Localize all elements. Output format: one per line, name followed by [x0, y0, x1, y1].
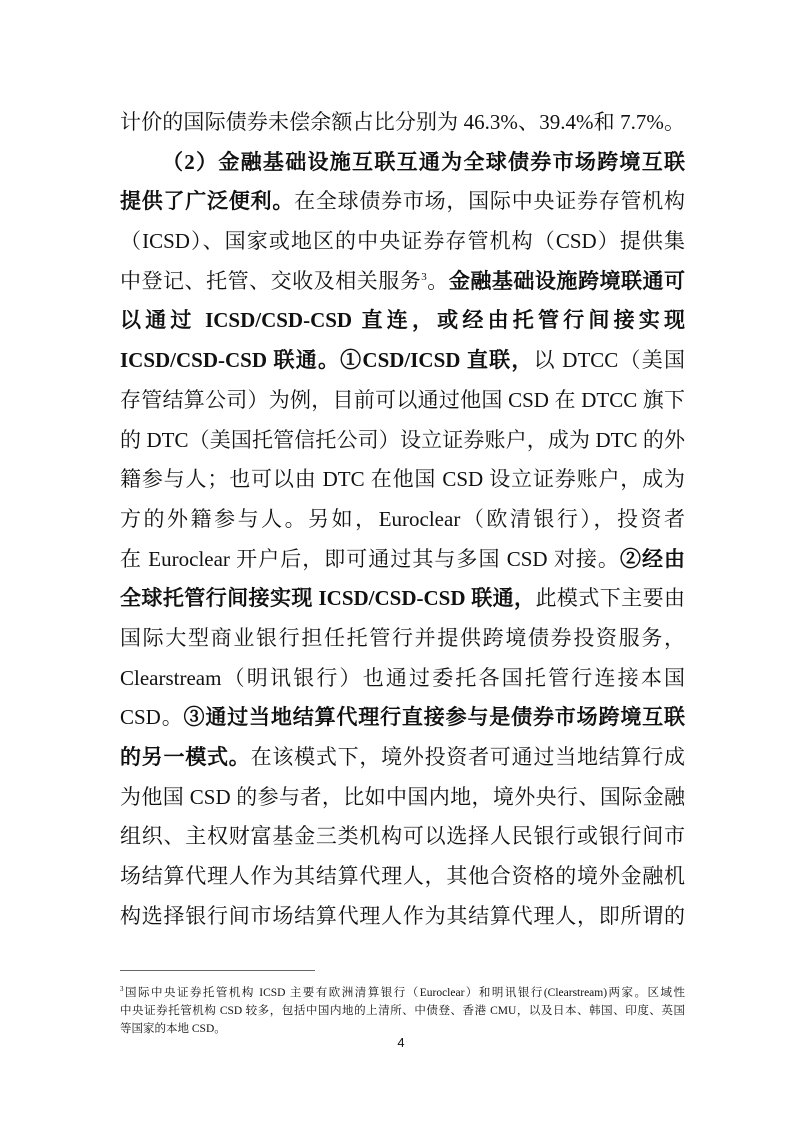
body-line: [120, 897, 685, 937]
bold-heading-segment: （2）金融基础设施互联互通为全球债券市场跨境互联: [162, 149, 685, 174]
footnote-line: [120, 1002, 685, 1020]
body-line: [120, 619, 685, 659]
text-segment: 。: [426, 268, 449, 293]
body-line: [120, 579, 685, 619]
text-segment: 此模式下主要由: [535, 586, 685, 611]
text-segment: 中登记、托管、交收及相关服务: [120, 268, 422, 293]
body-line: [120, 857, 685, 897]
body-line: [120, 262, 685, 302]
footnote-text: 等国家的本地 CSD。: [120, 1023, 226, 1035]
text-segment: CSD。: [120, 705, 184, 730]
body-line: [120, 301, 685, 341]
footnote-reference: 3: [421, 270, 427, 283]
footnote-marker: 3: [120, 985, 124, 994]
body-line: [120, 659, 685, 699]
text-segment: 组织、主权财富基金三类机构可以选择人民银行或银行间市: [120, 824, 685, 849]
body-line: [120, 778, 685, 818]
text-segment: Clearstream（明讯银行）也通过委托各国托管行连接本国: [120, 665, 685, 690]
body-line: [120, 698, 685, 738]
bold-emphasis-segment: 的另一模式。: [120, 745, 251, 769]
text-segment: 的 DTC（美国托管信托公司）设立证券账户，成为 DTC 的外: [120, 427, 685, 452]
body-line: [120, 540, 685, 580]
text-segment: 国际大型商业银行担任托管行并提供跨境债券投资服务，: [120, 625, 685, 650]
body-line: [120, 103, 685, 143]
footnote-line: [120, 984, 685, 1002]
body-line: [120, 222, 685, 262]
bold-emphasis-segment: ③通过当地结算代理行直接参与是债券市场跨境互联: [183, 705, 685, 730]
text-segment: （ICSD）、国家或地区的中央证券存管机构（CSD）提供集: [120, 229, 685, 254]
body-line: [120, 143, 685, 183]
bold-emphasis-segment: 金融基础设施跨境联通可: [448, 268, 685, 293]
footnote: [120, 984, 685, 1038]
text-segment: 籍参与人；也可以由 DTC 在他国 CSD 设立证券账户，成为: [120, 467, 685, 492]
text-segment: 场结算代理人作为其结算代理人，其他合资格的境外金融机: [120, 864, 685, 889]
text-segment: 为他国 CSD 的参与者，比如中国内地，境外央行、国际金融: [120, 784, 685, 809]
footnote-text: 中央证券托管机构 CSD 较多，包括中国内地的上清所、中债登、香港 CMU，以及日本、韩国、印度、英国: [120, 1005, 685, 1017]
bold-emphasis-segment: 以通过 ICSD/CSD-CSD 直连，或经由托管行间接实现: [120, 308, 685, 333]
bold-emphasis-segment: ②经由: [619, 546, 685, 571]
footnote-text: 国际中央证券托管机构 ICSD 主要有欧洲清算银行（Euroclear）和明讯银行(Clearstream)两家。区域性: [123, 987, 685, 999]
text-segment: 在该模式下，境外投资者可通过当地结算行成: [250, 745, 685, 769]
text-segment: 计价的国际债券未偿余额占比分别为 46.3%、39.4%和 7.7%。: [120, 110, 685, 134]
body-text: [120, 103, 685, 936]
text-segment: 在全球债券市场，国际中央证券存管机构: [294, 189, 685, 214]
body-line: [120, 182, 685, 222]
body-line: [120, 500, 685, 540]
text-segment: 以 DTCC（美国: [533, 348, 685, 373]
body-line: [120, 341, 685, 381]
body-line: [120, 460, 685, 500]
bold-emphasis-segment: 全球托管行间接实现 ICSD/CSD-CSD 联通，: [120, 586, 536, 611]
bold-emphasis-segment: ICSD/CSD-CSD 联通。①CSD/ICSD 直联，: [120, 348, 534, 373]
body-line: [120, 381, 685, 421]
text-segment: 存管结算公司）为例，目前可以通过他国 CSD 在 DTCC 旗下: [120, 387, 685, 412]
body-line: [120, 817, 685, 857]
footnote-separator: [120, 970, 315, 971]
text-segment: 方的外籍参与人。另如，Euroclear（欧清银行），投资者: [120, 506, 685, 531]
page-number: 4: [397, 1035, 405, 1050]
bold-heading-segment: 提供了广泛便利。: [120, 189, 295, 214]
text-segment: 构选择银行间市场结算代理人作为其结算代理人，即所谓的: [120, 903, 685, 928]
body-line: [120, 738, 685, 778]
text-segment: 在 Euroclear 开户后，即可通过其与多国 CSD 对接。: [120, 546, 620, 571]
body-line: [120, 421, 685, 461]
